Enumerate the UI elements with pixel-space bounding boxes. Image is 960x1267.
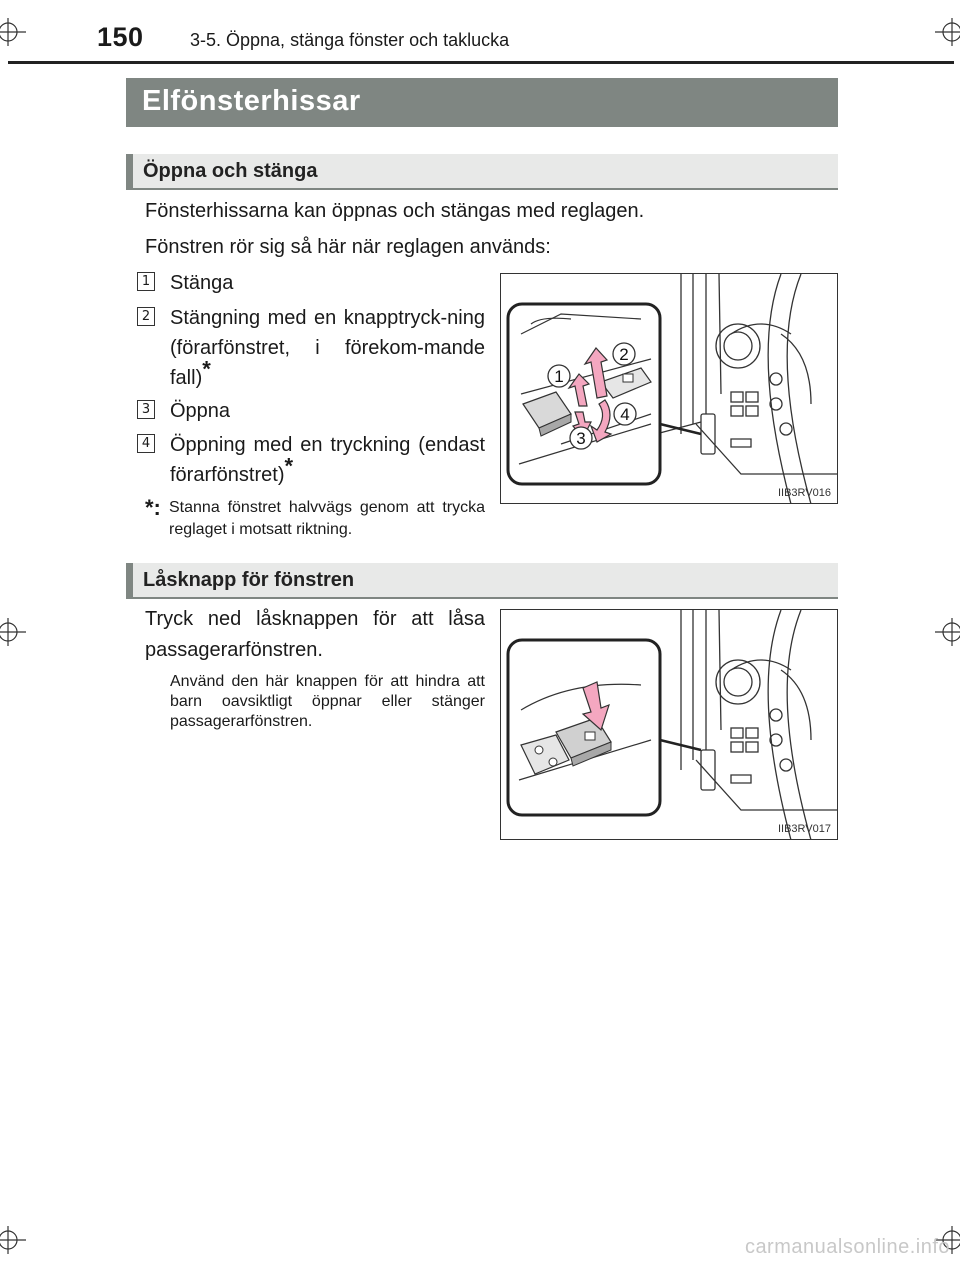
subheading-text: Låsknapp för fönstren [143, 569, 355, 591]
intro-paragraph-2: Fönstren rör sig så här när reglagen används: [145, 236, 551, 258]
list-item [137, 268, 485, 298]
figure-window-switch [500, 273, 838, 504]
item-text: Stänga [170, 272, 234, 294]
crop-mark-top-left [0, 12, 40, 52]
subheading-bar [126, 563, 133, 597]
subheading-window-lock [126, 563, 838, 599]
subheading-open-close [126, 154, 838, 190]
figure-code: IIB3RV016 [777, 487, 831, 499]
page-number: 150 [97, 22, 144, 52]
figure-code: IIB3RV017 [777, 823, 831, 835]
list-item [137, 396, 485, 426]
crop-mark-top-right [925, 12, 960, 52]
footnote-text: Stanna fönstret halvvägs genom att trycka reglaget i motsatt riktning. [169, 499, 485, 538]
callout-2: 2 [619, 345, 629, 364]
header-rule [8, 61, 954, 64]
item-text: Öppning med en tryckning (endast förarfönstret) [170, 434, 485, 486]
list-item [137, 430, 485, 490]
item-text: Öppna [170, 400, 231, 422]
figure-lock-switch [500, 609, 838, 840]
chapter-title: 3-5. Öppna, stänga fönster och taklucka [190, 30, 510, 50]
intro-paragraph-1: Fönsterhissarna kan öppnas och stängas med reglagen. [145, 200, 645, 222]
item-number: 1 [137, 272, 155, 291]
watermark: carmanualsonline.info [744, 1236, 950, 1258]
item-number: 3 [137, 400, 155, 419]
item-number: 4 [137, 434, 155, 453]
callout-4: 4 [620, 405, 630, 424]
subheading-text: Öppna och stänga [143, 160, 318, 182]
crop-mark-mid-left [0, 612, 40, 652]
footnote-star: * [284, 453, 294, 479]
window-switch-illustration [501, 274, 838, 504]
lock-switch-illustration [501, 610, 838, 840]
footnote-mark: *: [145, 495, 161, 520]
list-item [137, 303, 485, 393]
item-text: Stängning med en knapptryck-ning (förarfönstret, i förekom-mande fall) [170, 307, 485, 389]
banner-title: Elfönsterhissar [142, 85, 361, 117]
lock-paragraph: Tryck ned låsknappen för att låsa passagerarfönstren. [145, 608, 485, 661]
subheading-bar [126, 154, 133, 188]
lock-note: Använd den här knappen för att hindra att barn oavsiktligt öppnar eller stänger passagerarfönstren. [170, 673, 485, 730]
footnote [145, 497, 485, 541]
section-banner [126, 78, 838, 127]
crop-mark-mid-right [925, 612, 960, 652]
footnote-star: * [202, 356, 211, 382]
callout-3: 3 [576, 429, 586, 448]
crop-mark-bottom-left [0, 1220, 40, 1260]
item-number: 2 [137, 307, 155, 326]
callout-1: 1 [554, 367, 564, 386]
